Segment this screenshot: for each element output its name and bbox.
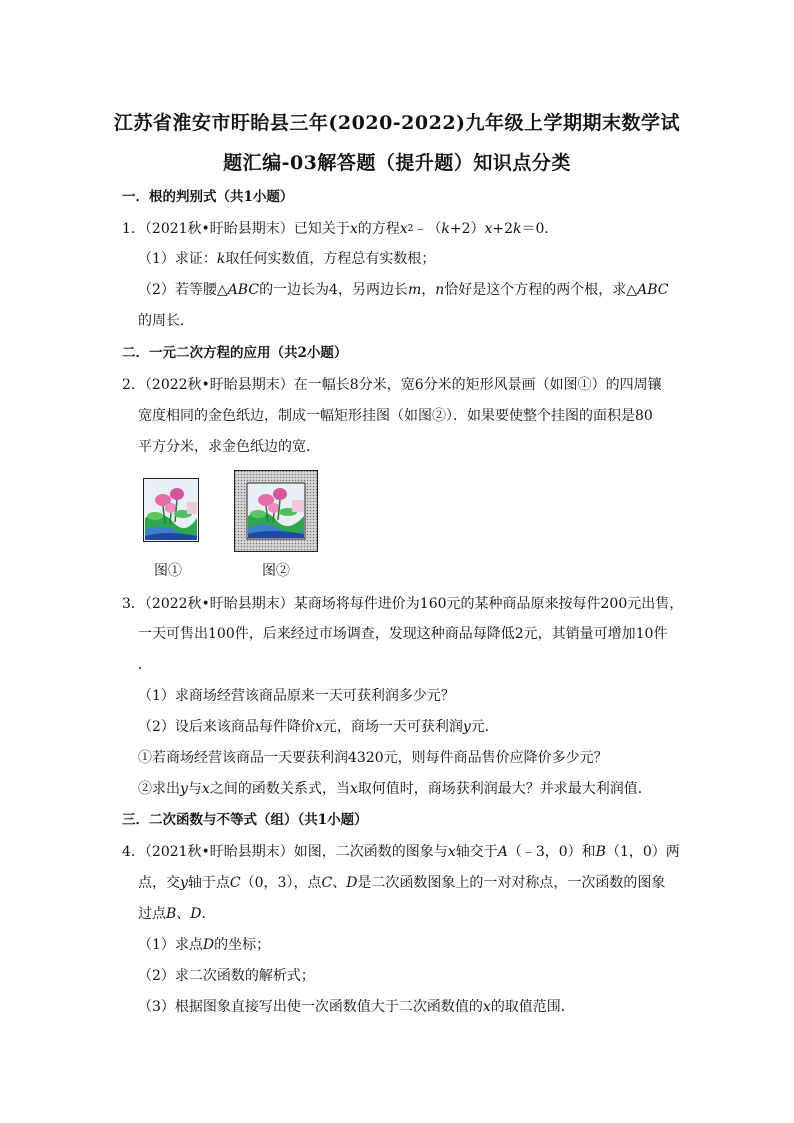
q2-line-2: 宽度相同的金色纸边，制成一幅矩形挂图（如图②）．如果要使整个挂图的面积是80 bbox=[138, 408, 653, 424]
q4-var: D bbox=[190, 906, 202, 922]
q4-var: C bbox=[229, 875, 241, 891]
q3-c2-text: 之间的函数关系式，当 bbox=[209, 781, 350, 797]
q1-p2-text: ， bbox=[421, 282, 436, 298]
q1-eq-k: k bbox=[513, 221, 522, 237]
q3-line-2: 一天可售出100件，后来经过市场调查，发现这种商品每降低2元，其销量可增加10件 bbox=[138, 626, 668, 642]
figure-2-caption: 图② bbox=[262, 563, 290, 579]
q4-text: 4．（2021秋•盱眙县期末）如图，二次函数的图象与 bbox=[122, 844, 448, 860]
q3-line-1: 3．（2022秋•盱眙县期末）某商场将每件进价为160元的某种商品原来按每件200元出售， bbox=[122, 596, 684, 612]
q3-p2-text: （2）设后来该商品每件降价 bbox=[138, 719, 315, 735]
q4-var: C bbox=[321, 875, 333, 891]
q3-c2-var: x bbox=[349, 781, 358, 797]
q1-var: x bbox=[349, 221, 358, 237]
landscape-painting-figure-1 bbox=[143, 478, 199, 542]
q1-p2-var: ABC bbox=[227, 282, 260, 298]
q4-text: 轴于点 bbox=[187, 875, 230, 891]
q4-line-3 bbox=[138, 904, 216, 924]
q4-part-3 bbox=[138, 997, 575, 1017]
q1-p2-var: n bbox=[435, 282, 445, 298]
q4-p1-var: D bbox=[202, 937, 215, 953]
q4-var: D bbox=[346, 875, 358, 891]
q2-line-1: 2．（2022秋•盱眙县期末）在一幅长8分米，宽6分米的矩形风景画（如图①）的四周镶 bbox=[122, 377, 662, 393]
q4-line-2 bbox=[138, 873, 665, 893]
q4-p1-text: （1）求点 bbox=[138, 937, 203, 953]
q3-p2-text: 元，商场一天可获利润 bbox=[322, 719, 463, 735]
q1-stem bbox=[122, 219, 558, 241]
q1-p2-text: 恰好是这个方程的两个根，求△ bbox=[444, 282, 638, 298]
q1-eq-part: ﹣（ bbox=[413, 221, 442, 237]
q3-c2-text: 取何值时，商场获利润最大？并求最大利润值． bbox=[357, 781, 652, 797]
section-heading-1: 一．根的判别式（共1小题） bbox=[122, 189, 294, 205]
q3-p2-text: 元． bbox=[470, 719, 499, 735]
q4-var: x bbox=[447, 844, 456, 860]
q3-part-2 bbox=[138, 717, 499, 737]
q4-text: 是二次函数图象上的一对对称点，一次函数的图象 bbox=[357, 875, 666, 891]
q4-text: （1，0）两 bbox=[605, 844, 680, 860]
q4-p1-text: 的坐标； bbox=[214, 937, 271, 953]
q4-line-1 bbox=[122, 842, 680, 862]
q3-c2-text: ②求出 bbox=[138, 781, 180, 797]
section-heading-2: 二．一元二次方程的应用（共2小题） bbox=[122, 345, 348, 361]
q1-p1-text: 取任何实数值，方程总有实数根； bbox=[225, 251, 436, 267]
q2-line-3: 平方分米，求金色纸边的宽． bbox=[138, 439, 320, 455]
q3-c2-var: x bbox=[201, 781, 210, 797]
q4-var: A bbox=[497, 844, 508, 860]
q1-p2-var: m bbox=[407, 282, 422, 298]
q1-eq-part: ＝0． bbox=[521, 221, 559, 237]
q3-subpart-1: ①若商场经营该商品一天要获利润4320元，则每件商品售价应降价多少元？ bbox=[138, 750, 608, 766]
q3-p2-var: y bbox=[462, 719, 471, 735]
q4-text: 、 bbox=[332, 875, 347, 891]
q1-eq-k: k bbox=[441, 221, 450, 237]
q1-eq-exp: 2 bbox=[407, 224, 414, 234]
q4-var: y bbox=[180, 875, 188, 891]
q1-eq-x: x bbox=[484, 221, 493, 237]
q4-part-1 bbox=[138, 935, 270, 955]
q4-text: 过点 bbox=[138, 906, 166, 922]
q3-p2-var: x bbox=[314, 719, 323, 735]
q4-text: 点，交 bbox=[138, 875, 180, 891]
q1-number: 1． bbox=[122, 221, 145, 237]
title-line-2: 题汇编-03解答题（提升题）知识点分类 bbox=[223, 152, 571, 174]
q1-p2-text: （2）若等腰△ bbox=[138, 282, 228, 298]
q4-text: ． bbox=[201, 906, 216, 922]
q4-var: B bbox=[166, 906, 177, 922]
section-heading-3: 三．二次函数与不等式（组）（共1小题） bbox=[122, 812, 368, 828]
q3-c2-var: y bbox=[180, 781, 188, 797]
q4-text: 轴交于 bbox=[455, 844, 498, 860]
q3-c2-text: 与 bbox=[187, 781, 202, 797]
q1-p1-text: （1）求证： bbox=[138, 251, 217, 267]
q1-source: （2021秋•盱眙县期末）已知关于 bbox=[144, 221, 350, 237]
q1-p1-var: k bbox=[216, 251, 226, 267]
q1-eq-part: +2） bbox=[449, 221, 485, 237]
q4-text: （0，3），点 bbox=[240, 875, 322, 891]
q4-p3-var: x bbox=[482, 999, 491, 1015]
q3-line-3: ． bbox=[138, 657, 152, 673]
q1-part-1 bbox=[138, 249, 435, 269]
q4-text: 、 bbox=[176, 906, 191, 922]
q4-var: B bbox=[595, 844, 606, 860]
q1-eq-part: +2 bbox=[492, 221, 514, 237]
framed-painting-figure-2 bbox=[234, 470, 318, 552]
q1-part-2-cont: 的周长． bbox=[138, 313, 194, 329]
q1-part-2 bbox=[138, 280, 668, 300]
q1-text: 的方程 bbox=[357, 221, 400, 237]
q4-p3-text: 的取值范围． bbox=[490, 999, 575, 1015]
q1-eq-x: x bbox=[399, 221, 408, 237]
q3-part-1: （1）求商场经营该商品原来一天可获利润多少元？ bbox=[138, 688, 455, 704]
title-line-1: 江苏省淮安市盱眙县三年(2020-2022)九年级上学期期末数学试 bbox=[113, 112, 681, 134]
q4-part-2: （2）求二次函数的解析式； bbox=[138, 968, 315, 984]
q1-p2-text: 的一边长为4，另两边长 bbox=[259, 282, 408, 298]
q1-p2-var: ABC bbox=[637, 282, 669, 298]
q4-text: （﹣3，0）和 bbox=[507, 844, 596, 860]
q4-p3-text: （3）根据图象直接写出使一次函数值大于二次函数值的 bbox=[138, 999, 483, 1015]
figure-1-caption: 图① bbox=[154, 563, 182, 579]
q3-subpart-2 bbox=[138, 779, 652, 799]
